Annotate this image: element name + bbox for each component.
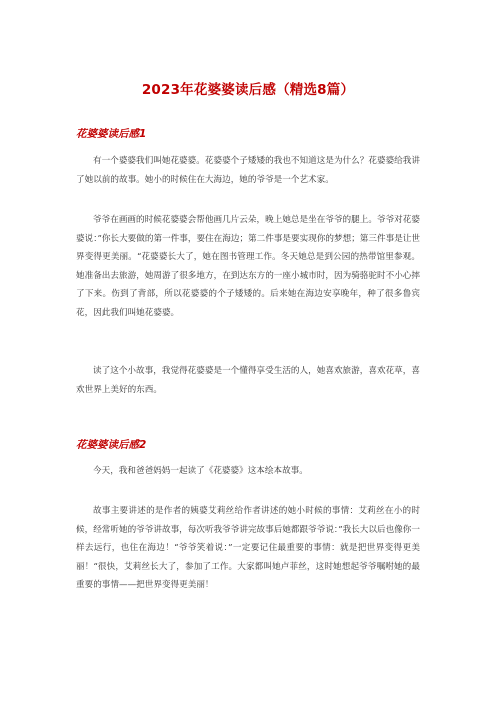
section-1-paragraph-3: 读了这个小故事，我觉得花婆婆是一个懂得享受生活的人，她喜欢旅游，喜欢花草，喜欢世界上美好的东西。 xyxy=(76,366,420,395)
document-title: 2023年花婆婆读后感（精选8篇） xyxy=(141,82,355,98)
section-2-paragraph-1: 今天，我和爸爸妈妈一起读了《花婆婆》这本绘本故事。 xyxy=(93,466,308,476)
section-1-paragraph-1: 有一个婆婆我们叫她花婆婆。花婆婆个子矮矮的我也不知道这是为什么？花婆婆给我讲了她以前的故事。她小的时候住在大海边，她的爷爷是一个艺术家。 xyxy=(76,156,420,185)
section-1-paragraph-2: 爷爷在画画的时候花婆婆会帮他画几片云朵，晚上她总是坐在爷爷的腿上。爷爷对花婆婆说：”你长大要做的第一件事，要住在海边；第二件事是要实现你的梦想；第三件事是让世界变得更美丽。“花婆婆长大了，她在图书管理工作。冬天她总是到公园的热带馆里参观。她准备出去旅游，她周游了很多地方，在到达东方的一座小城市时，因为骑骆驼时不小心摔了下来。伤到了背部，所以花婆婆的个子矮矮的。后来她在海边安享晚年，种了很多鲁宾花，因此我们叫她花婆婆。 xyxy=(76,215,420,318)
section-2-paragraph-2: 故事主要讲述的是作者的姨婆艾莉丝给作者讲述的她小时候的事情：艾莉丝在小的时候，经常听她的爷爷讲故事，每次听我爷爷讲完故事后她都跟爷爷说：”我长大以后也像你一样去远行，也住在海边！“爷爷笑着说：”一定要记住最重要的事情：就是把世界变得更美丽！“很快，艾莉丝长大了，参加了工作。大家都叫她卢菲丝，这时她想起爷爷嘱咐她的最重要的事情——把世界变得更美丽！ xyxy=(76,506,420,591)
section-1-heading: 花婆婆读后感1 xyxy=(76,128,147,140)
section-2-heading: 花婆婆读后感2 xyxy=(76,439,147,451)
